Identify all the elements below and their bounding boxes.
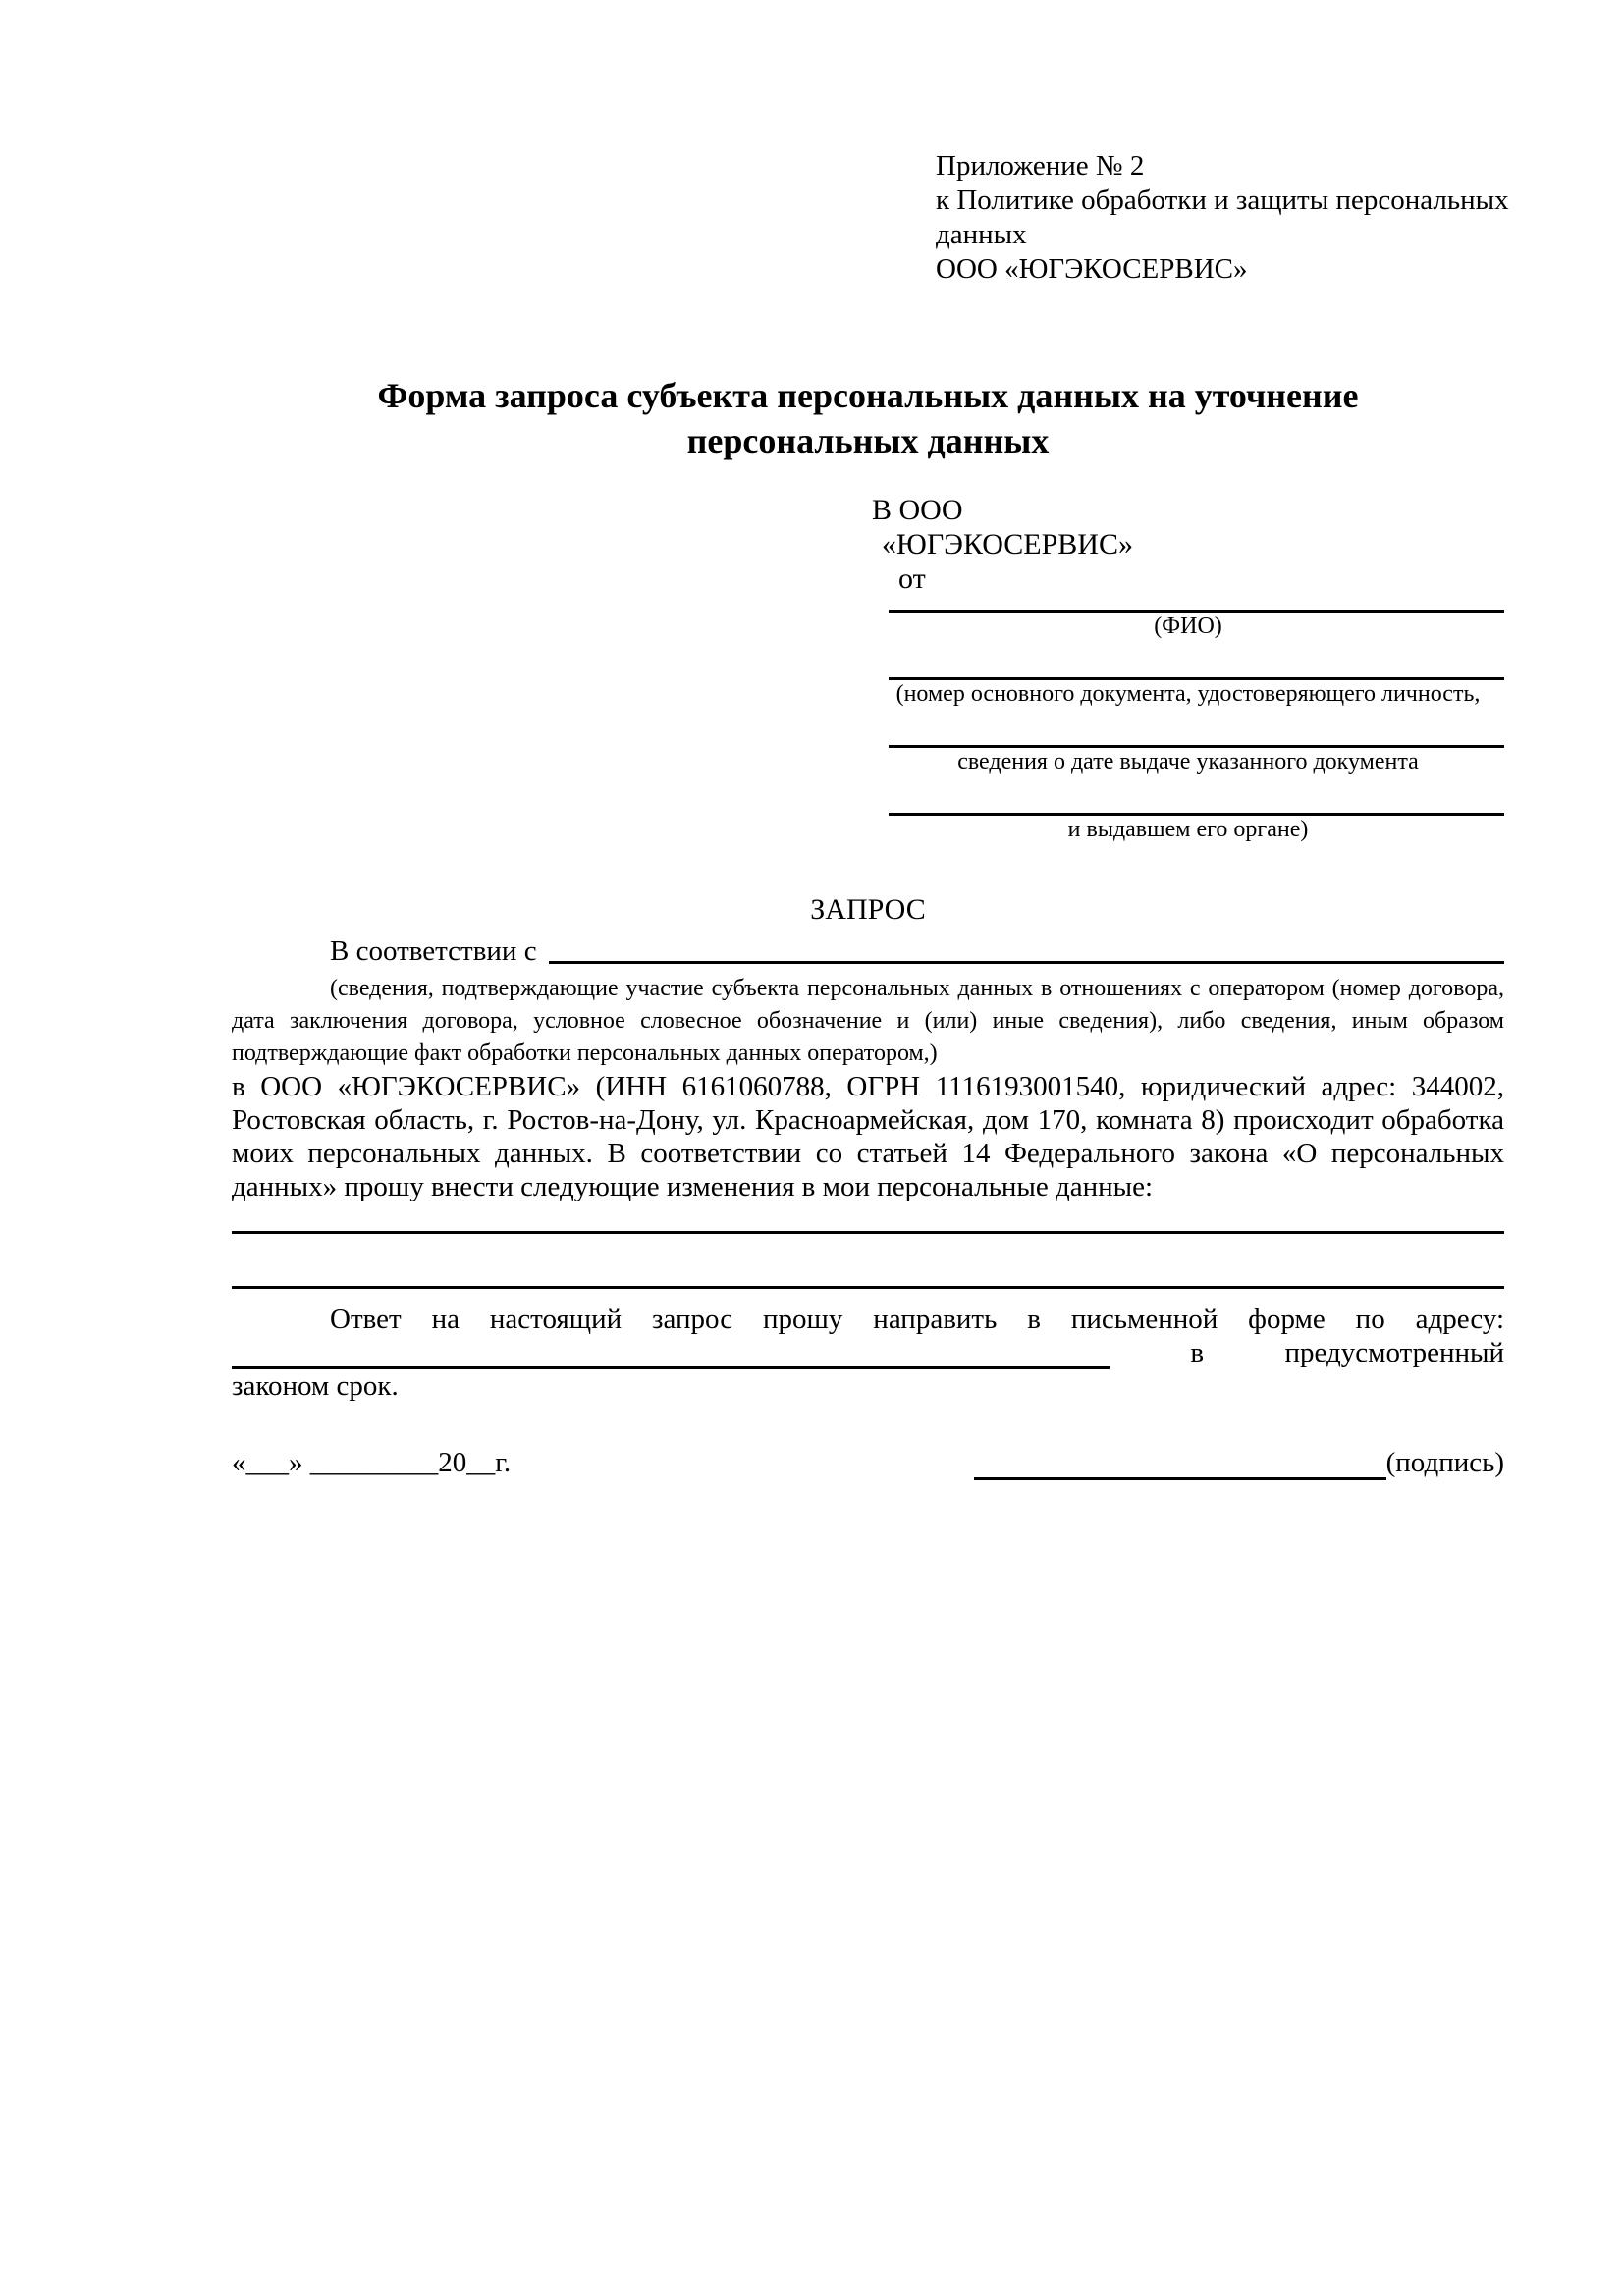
reply-line-2 [232,1336,1504,1369]
document-number-field [872,677,1504,708]
signature-fill-line [974,1449,1386,1480]
request-intro-line [232,934,1504,969]
date-placeholder: «___» _________20__г. [232,1447,512,1478]
reply-suffix-word-1: в [1190,1337,1205,1368]
issuing-authority-caption: и выдавшем его органе) [1067,817,1309,842]
appendix-line-2: к Политике обработки и защиты персональных данных [936,185,1509,250]
signature-group [974,1446,1504,1480]
issuing-authority-field [872,813,1504,843]
date-signature-row [232,1446,1504,1480]
document-title: Форма запроса субъекта персональных данных на уточнение персональных данных [377,376,1359,460]
document-number-caption: (номер основного документа, удостоверяющего личность, [895,681,1481,707]
changes-fill-line-1 [232,1231,1504,1234]
request-body-paragraph: в ООО «ЮГЭКОСЕРВИС» (ИНН 6161060788, ОГРН 1116193001540, юридический адрес: 344002, Ростовская область, г. Ростов-на-Дону, ул. Красноармейская, дом 170, комната 8) происходит обработка моих персональных данных. В соответствии со статьей 14 Федерального закона «О персональных данных» прошу внести следующие изменения в мои персональные данные: [232,1071,1504,1202]
issue-date-caption: сведения о дате выдаче указанного документа [957,749,1419,774]
reply-line-3: законом срок. [232,1370,399,1402]
changes-fill-line-2 [232,1286,1504,1289]
request-heading: ЗАПРОС [810,893,926,926]
reply-suffix-word-2: предусмотренный [1284,1337,1504,1368]
addressee-block [872,493,1504,843]
fio-caption: (ФИО) [1154,614,1222,639]
addressee-to-line-2: «ЮГЭКОСЕРВИС» [882,528,1133,561]
reply-line-1: Ответ на настоящий запрос прошу направить в письменной форме по адресу: [330,1304,1504,1335]
reply-address-fill-line [232,1338,1110,1369]
intro-footnote: (сведения, подтверждающие участие субъекта персональных данных в отношениях с оператором (номер договора, дата заключения договора, условное словесное обозначение и (или) иные сведения), либо сведения, иным образом подтверждающие факт обработки персональных данных оператором,) [232,976,1504,1066]
intro-fill-line [549,934,1504,964]
document-content [232,0,1509,1480]
appendix-line-1: Приложение № 2 [936,150,1145,182]
issue-date-field [872,745,1504,775]
appendix-block [936,149,1537,287]
reply-paragraph [232,1303,1504,1403]
signature-caption: (подпись) [1385,1447,1504,1478]
addressee-from-label: от [898,562,926,595]
intro-prefix-text: В соответствии с [330,935,537,967]
addressee-to-line-1: В ООО [872,494,963,526]
appendix-line-3: ООО «ЮГЭКОСЕРВИС» [936,253,1248,285]
fio-field [872,610,1504,640]
